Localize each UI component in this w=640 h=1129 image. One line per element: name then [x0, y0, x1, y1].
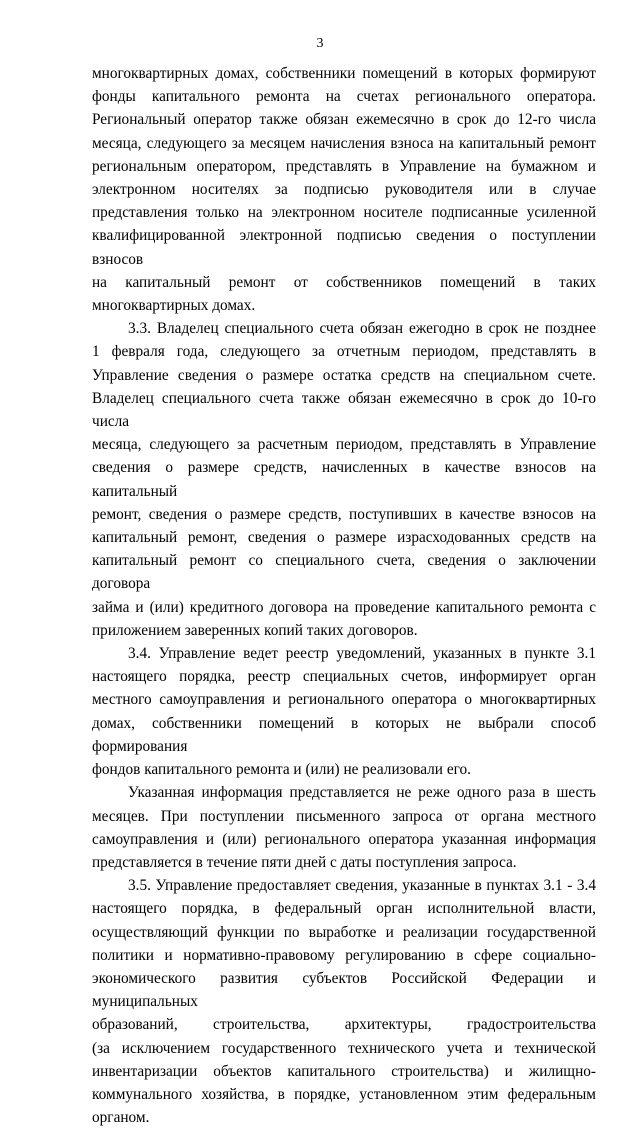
text-line: экономического развития субъектов Российской Федерации и муниципальных: [92, 969, 596, 1011]
text-line: квалифицированной электронной подписью сведения о поступлении взносов: [92, 227, 596, 268]
text-line: займа и (или) кредитного договора на проведение капитального ремонта с: [92, 598, 596, 616]
text-line: ремонт, сведения о размере средств, поступивших в качестве взносов на: [92, 505, 596, 523]
text-line: домах, собственники помещений в которых не выбрали способ формирования: [92, 714, 596, 755]
text-line: настоящего порядка, в федеральный орган исполнительной власти,: [92, 900, 596, 918]
text-line: самоуправления и (или) регионального оператора указанная информация: [92, 830, 596, 848]
text-line: многоквартирных домах, собственники помещений в которых формируют: [92, 65, 596, 82]
text-line: представления только на электронном носителе подписанные усиленной: [92, 204, 596, 222]
text-line: капитальный ремонт со специального счета, сведения о заключении договора: [92, 552, 596, 593]
paragraph-information: [92, 781, 596, 874]
text-line: сведения о размере средств, начисленных в качестве взносов на капитальный: [92, 459, 596, 500]
paragraph-3-3: [92, 317, 596, 642]
paragraph-3-4: [92, 642, 596, 781]
paragraph-continuation: [92, 62, 596, 317]
text-line: месяцев. При поступлении письменного запроса от органа местного: [92, 807, 596, 825]
text-line: капитальный ремонт, сведения о размере израсходованных средств на: [92, 529, 596, 547]
text-line: месяца, следующего за месяцем начисления взноса на капитальный ремонт: [92, 134, 596, 152]
text-line: 3.4. Управление ведет реестр уведомлений, указанных в пункте 3.1: [128, 645, 596, 663]
text-line: приложением заверенных копий таких договоров.: [92, 621, 418, 639]
document-body: [92, 62, 596, 1129]
text-line: 3.5. Управление предоставляет сведения, указанные в пунктах 3.1 - 3.4: [128, 877, 596, 895]
text-line: многоквартирных домах.: [92, 297, 256, 315]
page-number: 3: [316, 36, 324, 51]
text-line: представляется в течение пяти дней с даты поступления запроса.: [92, 853, 517, 871]
text-line: образований, строительства, архитектуры, градостроительства: [92, 1016, 596, 1034]
paragraph-3-5: [92, 874, 596, 1129]
text-line: 3.3. Владелец специального счета обязан ежегодно в срок не позднее: [128, 320, 596, 338]
text-line: фонды капитального ремонта на счетах регионального оператора.: [92, 88, 596, 106]
text-line: настоящего порядка, реестр специальных счетов, информирует орган: [92, 668, 596, 686]
text-line: органом.: [92, 1109, 150, 1127]
text-line: осуществляющий функции по выработке и реализации государственной: [92, 923, 596, 941]
text-line: месяца, следующего за расчетным периодом, представлять в Управление: [92, 436, 596, 454]
text-line: фондов капитального ремонта и (или) не реализовали его.: [92, 761, 471, 779]
text-line: Владелец специального счета также обязан ежемесячно в срок до 10-го числа: [92, 389, 596, 431]
text-line: Региональный оператор также обязан ежемесячно в срок до 12-го числа: [92, 111, 596, 129]
text-line: местного самоуправления и регионального оператора о многоквартирных: [92, 691, 596, 709]
text-line: электронном носителях за подписью руководителя или в случае: [92, 181, 596, 199]
text-line: политики и нормативно-правовому регулированию в сфере социально-: [92, 946, 596, 964]
text-line: на капитальный ремонт от собственников помещений в таких: [92, 273, 596, 291]
text-line: Управление сведения о размере остатка средств на специальном счете.: [92, 366, 596, 384]
text-line: 1 февраля года, следующего за отчетным периодом, представлять в: [92, 343, 596, 361]
text-line: Указанная информация представляется не реже одного раза в шесть: [128, 784, 596, 802]
text-line: региональным оператором, представлять в Управление на бумажном и: [92, 157, 596, 175]
text-line: инвентаризации объектов капитального строительства) и жилищно-: [92, 1062, 596, 1080]
text-line: коммунального хозяйства, в порядке, установленном этим федеральным: [92, 1085, 596, 1103]
text-line: (за исключением государственного технического учета и технической: [92, 1039, 596, 1057]
